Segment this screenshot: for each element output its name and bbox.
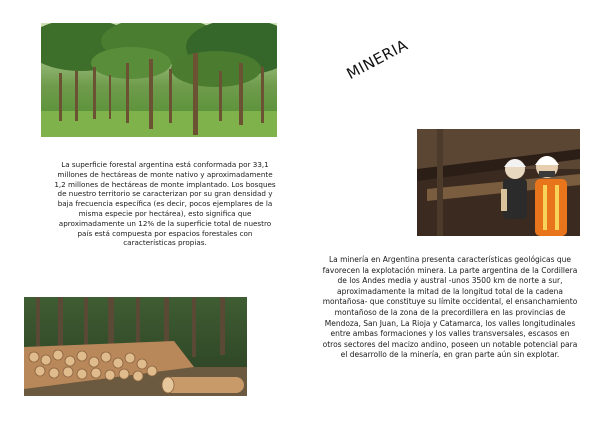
mining-description: La minería en Argentina presenta características geológicas que favorecen la explotación minera. La parte argentina de la Cordillera de los Andes media y austral -unos 3500 km de norte a sur, aproximadamente la mitad de la longitud total de la cadena montañosa- que constituye su límite occidental, el ensanchamiento montañoso de la zona de la precordillera en las provincias de Mendoza, San Juan, La Rioja y Catamarca, los valles longitudinales entre ambas formaciones y los valles transversales, escasos en otros sectores del macizo andino, poseen un notable potencial para el desarrollo de la minería, en gran parte aún sin explotar. — [322, 255, 578, 360]
forest-plantation-photo — [41, 23, 277, 137]
logs-pile-photo — [24, 297, 247, 396]
mining-workers-photo — [417, 129, 580, 236]
forest-description: La superficie forestal argentina está conformada por 33,1 millones de hectáreas de monte nativo y aproximadamente 1,2 millones de hectáreas de monte implantado. Los bosques de nuestro territorio se caracterizan por su gran densidad y baja frecuencia específica (es decir, pocos ejemplares de la misma especie por hectárea), esto significa que aproximadamente un 12% de la superficie total de nuestro país está compuesta por espacios forestales con características propias. — [54, 160, 276, 248]
section-title: MINERIA — [343, 35, 411, 83]
